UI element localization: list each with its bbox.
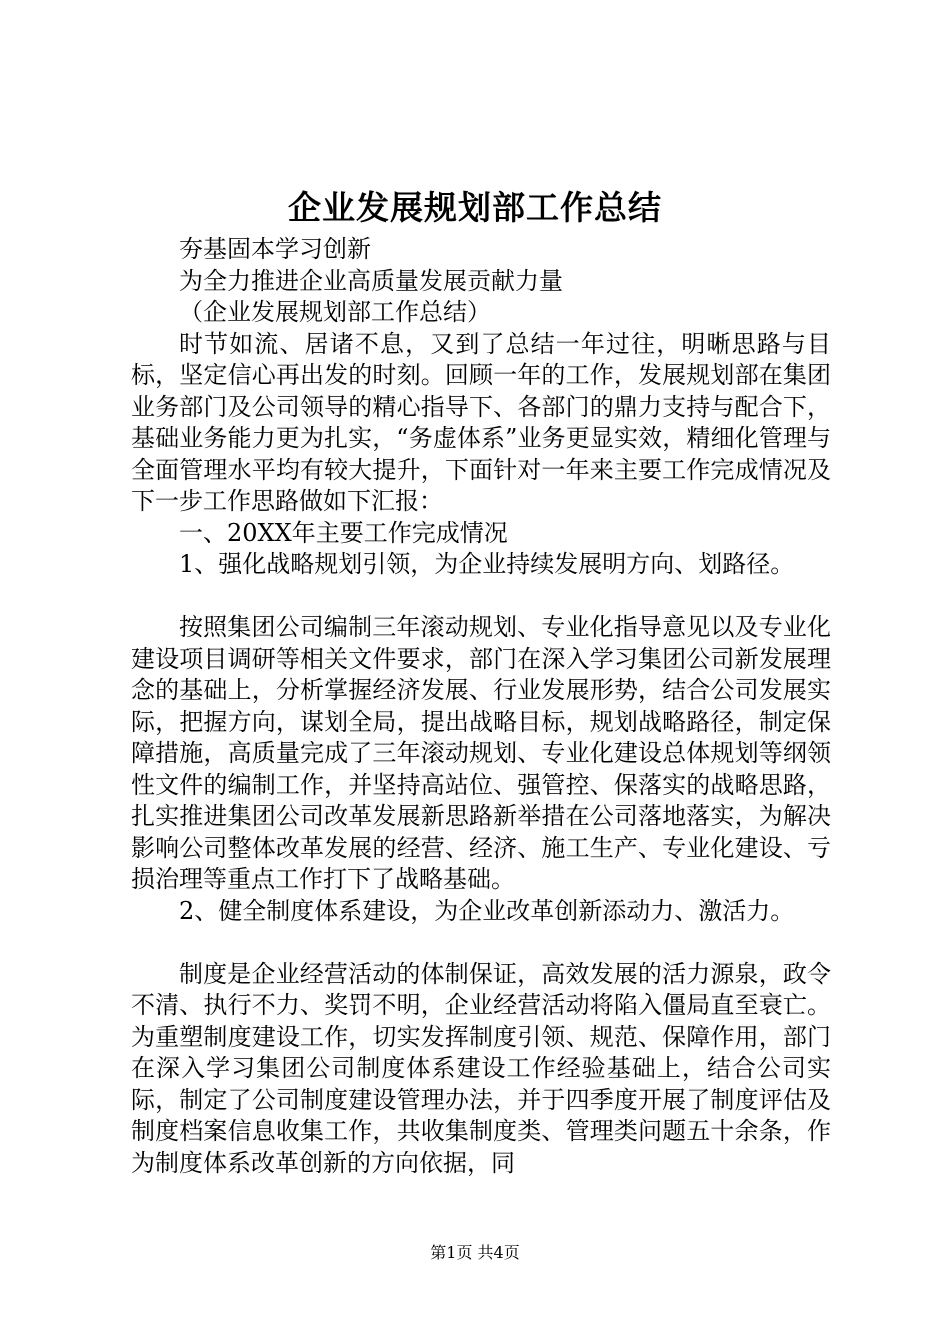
subtitle-line-3: （企业发展规划部工作总结）	[179, 298, 491, 326]
subtitle-line-1: 夯基固本学习创新	[179, 235, 371, 263]
subtitle-line-2: 为全力推进企业高质量发展贡献力量	[179, 266, 563, 295]
subsection-heading-2: 2、健全制度体系建设，为企业改革创新添动力、激活力。	[179, 896, 795, 925]
intro-paragraph: 时节如流、居诸不息，又到了总结一年过往，明晰思路与目标，坚定信心再出发的时刻。回顾一年的工作，发展规划部在集团业务部门及公司领导的精心指导下、各部门的鼎力支持与配合下，基础业务能力更为扎实，“务虚体系”业务更显实效，精细化管理与全面管理水平均有较大提升，下面针对一年来主要工作完成情况及下一步工作思路做如下汇报：	[131, 329, 831, 515]
document-title: 企业发展规划部工作总结	[288, 188, 662, 227]
body-paragraph-1: 按照集团公司编制三年滚动规划、专业化指导意见以及专业化建设项目调研等相关文件要求，部门在深入学习集团公司新发展理念的基础上，分析掌握经济发展、行业发展形势，结合公司发展实际，把握方向，谋划全局，提出战略目标，规划战略路径，制定保障措施，高质量完成了三年滚动规划、专业化建设总体规划等纲领性文件的编制工作，并坚持高站位、强管控、保落实的战略思路，扎实推进集团公司改革发展新思路新举措在公司落地落实，为解决影响公司整体改革发展的经营、经济、施工生产、专业化建设、亏损治理等重点工作打下了战略基础。	[131, 613, 831, 893]
subsection-heading-1: 1、强化战略规划引领，为企业持续发展明方向、划路径。	[179, 550, 795, 578]
body-paragraph-2: 制度是企业经营活动的体制保证，高效发展的活力源泉，政令不清、执行不力、奖罚不明，企业经营活动将陷入僵局直至衰亡。为重塑制度建设工作，切实发挥制度引领、规范、保障作用，部门在深入学习集团公司制度体系建设工作经验基础上，结合公司实际，制定了公司制度建设管理办法，并于四季度开展了制度评估及制度档案信息收集工作，共收集制度类、管理类问题五十余条，作为制度体系改革创新的方向依据，同	[131, 959, 831, 1177]
section-heading: 一、20XX年主要工作完成情况	[179, 518, 508, 547]
page-number-footer: 第1页 共4页	[430, 1243, 520, 1262]
document-body	[131, 234, 831, 1179]
